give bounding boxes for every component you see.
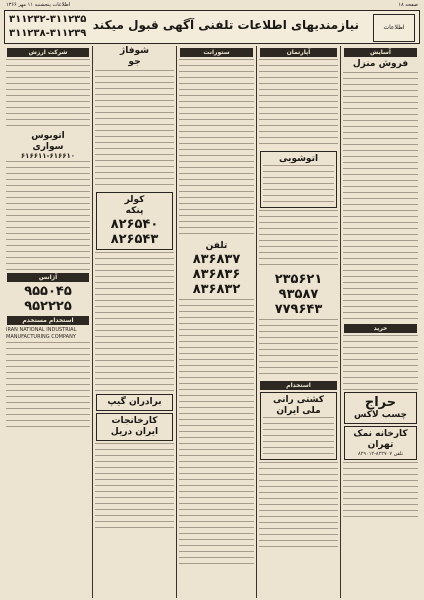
page-number: صفحه ۱۸	[398, 2, 418, 8]
section-head: ستورانت	[180, 48, 253, 57]
phone-number: ۲۳۵۶۲۱	[274, 272, 323, 287]
phone-number: ۷۷۹۶۴۳	[274, 302, 323, 317]
ad-title: شوفاژ	[120, 46, 149, 56]
column-2	[256, 46, 340, 598]
ad-title: کارخانجات ایران دریل	[110, 416, 159, 437]
ad-text-block	[259, 59, 338, 149]
ad-text-block	[259, 462, 338, 552]
section-head: خرید	[344, 324, 417, 333]
ad-text-block	[6, 342, 90, 432]
ad-box	[96, 394, 173, 411]
ad-text-block	[179, 299, 254, 569]
section-head: آپارتمان	[260, 48, 337, 57]
phone-number: ۹۳۵۸۷	[278, 287, 319, 302]
phone-number: ۹۵۵۰۴۵	[24, 284, 72, 300]
column-4	[92, 46, 176, 598]
phone-number: ۸۲۶۵۴۰	[110, 217, 159, 232]
phone-number: ۸۲۶۵۴۳	[110, 232, 159, 247]
ad-title: حراج	[364, 395, 397, 410]
ad-text-block	[179, 59, 254, 239]
banner-title: نیازمندیهای اطلاعات تلفنی آگهی قبول میکند	[92, 18, 359, 32]
ad-text-block	[95, 443, 174, 533]
banner-phones	[9, 13, 86, 41]
ad-box	[260, 151, 337, 208]
ad-text-block	[95, 252, 174, 392]
phone-2: ۳۱۱۲۳۸-۳۱۱۲۳۹	[9, 28, 87, 39]
ad-title: کارخانه نمک تهران	[353, 429, 408, 450]
ad-title: سواری	[32, 142, 64, 152]
ad-title: فروش منزل	[352, 59, 409, 69]
ad-text-block	[259, 210, 338, 270]
ad-text-block	[6, 59, 90, 129]
section-head: آژانس	[7, 273, 89, 282]
ad-title: کشتی رانی ملی ایران	[272, 395, 325, 416]
ad-text-block	[95, 70, 174, 190]
ad-title: پنکه	[125, 206, 144, 216]
phone-1: ۳۱۱۲۳۲-۳۱۱۲۳۵	[9, 14, 87, 25]
phone-number: ۹۵۲۲۲۵	[24, 299, 72, 315]
header-banner	[4, 10, 420, 44]
phone-number: ۸۳۶۸۳۲	[192, 282, 241, 297]
phone-number: ۸۳۶۸۳۶	[192, 267, 241, 282]
ad-title: کولر	[124, 195, 145, 205]
ad-box	[344, 392, 417, 424]
ad-phone: تلفن ۸۲۲۷۰۷-۸۲۹۰۱۲	[357, 451, 404, 457]
section-head: شرکت ارزش	[7, 48, 89, 57]
ad-title: اتوبوس	[31, 131, 65, 141]
ad-phone: ۶۱۶۶۱۱-۶۱۶۶۱۰	[20, 152, 76, 160]
ad-box	[344, 426, 417, 460]
ad-box	[96, 192, 173, 250]
ad-box	[96, 413, 173, 441]
issue-date: اطلاعات پنجشنبه ۱۱ مهر ۱۳۶۶	[6, 2, 71, 8]
english-company-name: IRAN NATIONAL INDUSTRIAL MANUFACTURING COMPANY	[6, 327, 77, 340]
logo: اطلاعات	[373, 14, 415, 42]
ad-title: اتوشویی	[278, 154, 319, 164]
column-3	[176, 46, 256, 598]
ad-title: برادران گیپ	[107, 397, 162, 407]
ad-text-block	[6, 161, 90, 271]
section-head: آسایش	[344, 48, 417, 57]
column-5	[4, 46, 92, 598]
column-1	[340, 46, 420, 598]
ad-subtitle: چسب لاکس	[354, 410, 407, 420]
section-head: استخدام مستخدم	[7, 316, 89, 325]
ad-text-block	[343, 335, 418, 390]
ad-text-block	[343, 462, 418, 522]
ad-title: تلفن	[205, 241, 228, 251]
phone-number: ۸۳۶۸۳۷	[192, 252, 241, 267]
ad-box	[260, 392, 337, 460]
top-line	[0, 0, 424, 10]
ad-text-block	[259, 319, 338, 379]
section-head: استخدام	[260, 381, 337, 390]
ad-title: جو	[128, 57, 141, 67]
ad-text-block	[343, 72, 418, 322]
